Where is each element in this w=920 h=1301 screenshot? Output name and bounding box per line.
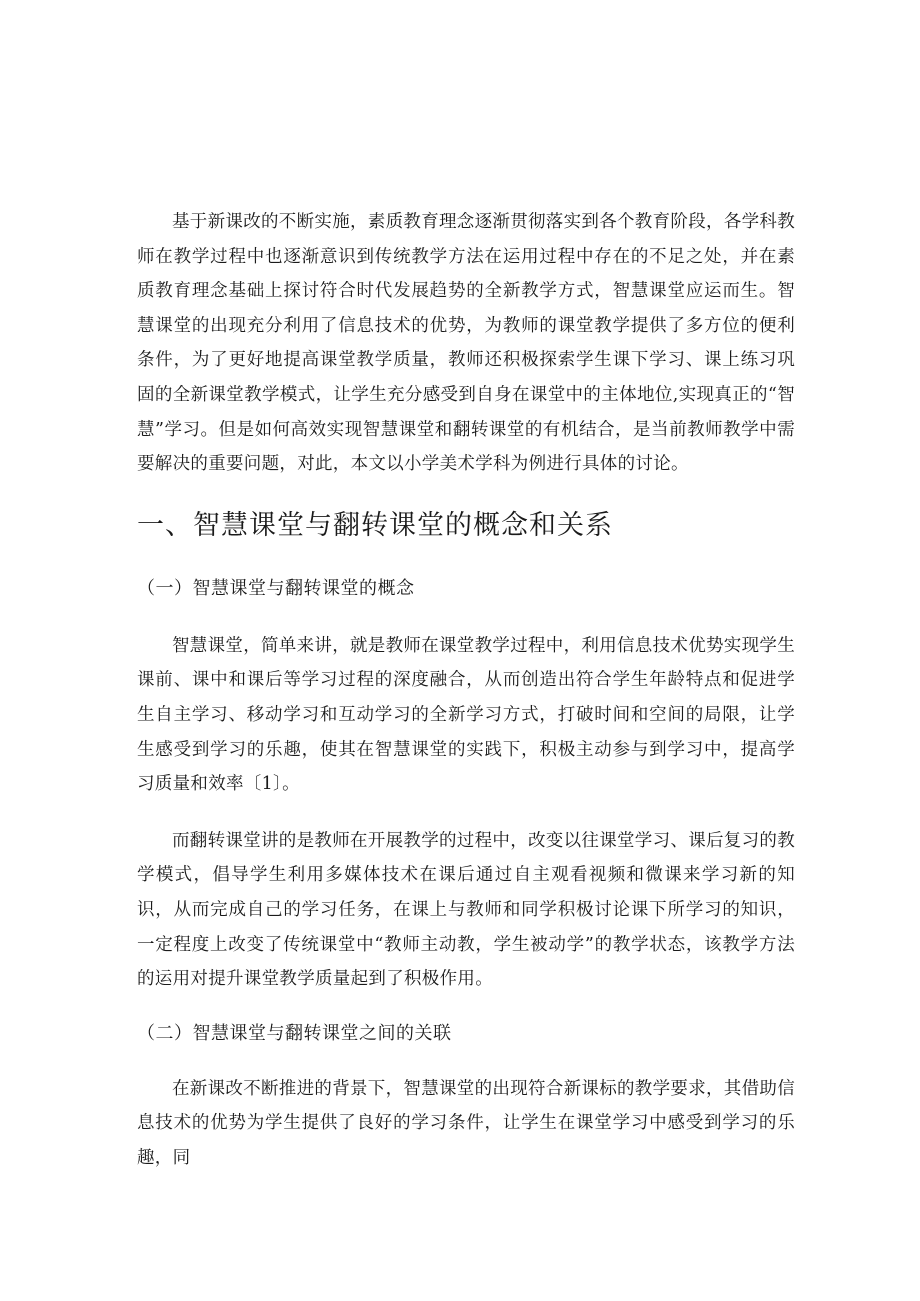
smart-classroom-paragraph: 智慧课堂，简单来讲，就是教师在课堂教学过程中，利用信息技术优势实现学生课前、课中和课后等学习过程的深度融合，从而创造出符合学生年龄特点和促进学生自主学习、移动学习和互动学习的全新学习方式，打破时间和空间的局限，让学生感受到学习的乐趣，使其在智慧课堂的实践下，积极主动参与到学习中，提高学习质量和效率〔1〕。: [137, 635, 795, 795]
subsection-heading-1: （一）智慧课堂与翻转课堂的概念: [137, 577, 415, 599]
flipped-classroom-paragraph: 而翻转课堂讲的是教师在开展教学的过程中，改变以往课堂学习、课后复习的教学模式，倡导学生利用多媒体技术在课后通过自主观看视频和微课来学习新的知识，从而完成自己的学习任务，在课上与教师和同学积极讨论课下所学习的知识，一定程度上改变了传统课堂中“教师主动教，学生被动学”的教学状态，该教学方法的运用对提升课堂教学质量起到了积极作用。: [137, 830, 795, 990]
intro-paragraph: 基于新课改的不断实施，素质教育理念逐渐贯彻落实到各个教育阶段，各学科教师在教学过程中也逐渐意识到传统教学方法在运用过程中存在的不足之处，并在素质教育理念基础上探讨符合时代发展趋势的全新教学方式，智慧课堂应运而生。智慧课堂的出现充分利用了信息技术的优势，为教师的课堂教学提供了多方位的便利条件，为了更好地提高课堂教学质量，教师还积极探索学生课下学习、课上练习巩固的全新课堂教学模式，让学生充分感受到自身在课堂中的主体地位,实现真正的“智慧”学习。但是如何高效实现智慧课堂和翻转课堂的有机结合，是当前教师教学中需要解决的重要问题，对此，本文以小学美术学科为例进行具体的讨论。: [137, 212, 795, 475]
section-heading-1: 一、智慧课堂与翻转课堂的概念和关系: [137, 509, 613, 541]
relation-paragraph: 在新课改不断推进的背景下，智慧课堂的出现符合新课标的教学要求，其借助信息技术的优势为学生提供了良好的学习条件，让学生在课堂学习中感受到学习的乐趣，同: [137, 1078, 795, 1168]
subsection-heading-2: （二）智慧课堂与翻转课堂之间的关联: [137, 1022, 452, 1044]
document-page: [137, 205, 795, 1175]
